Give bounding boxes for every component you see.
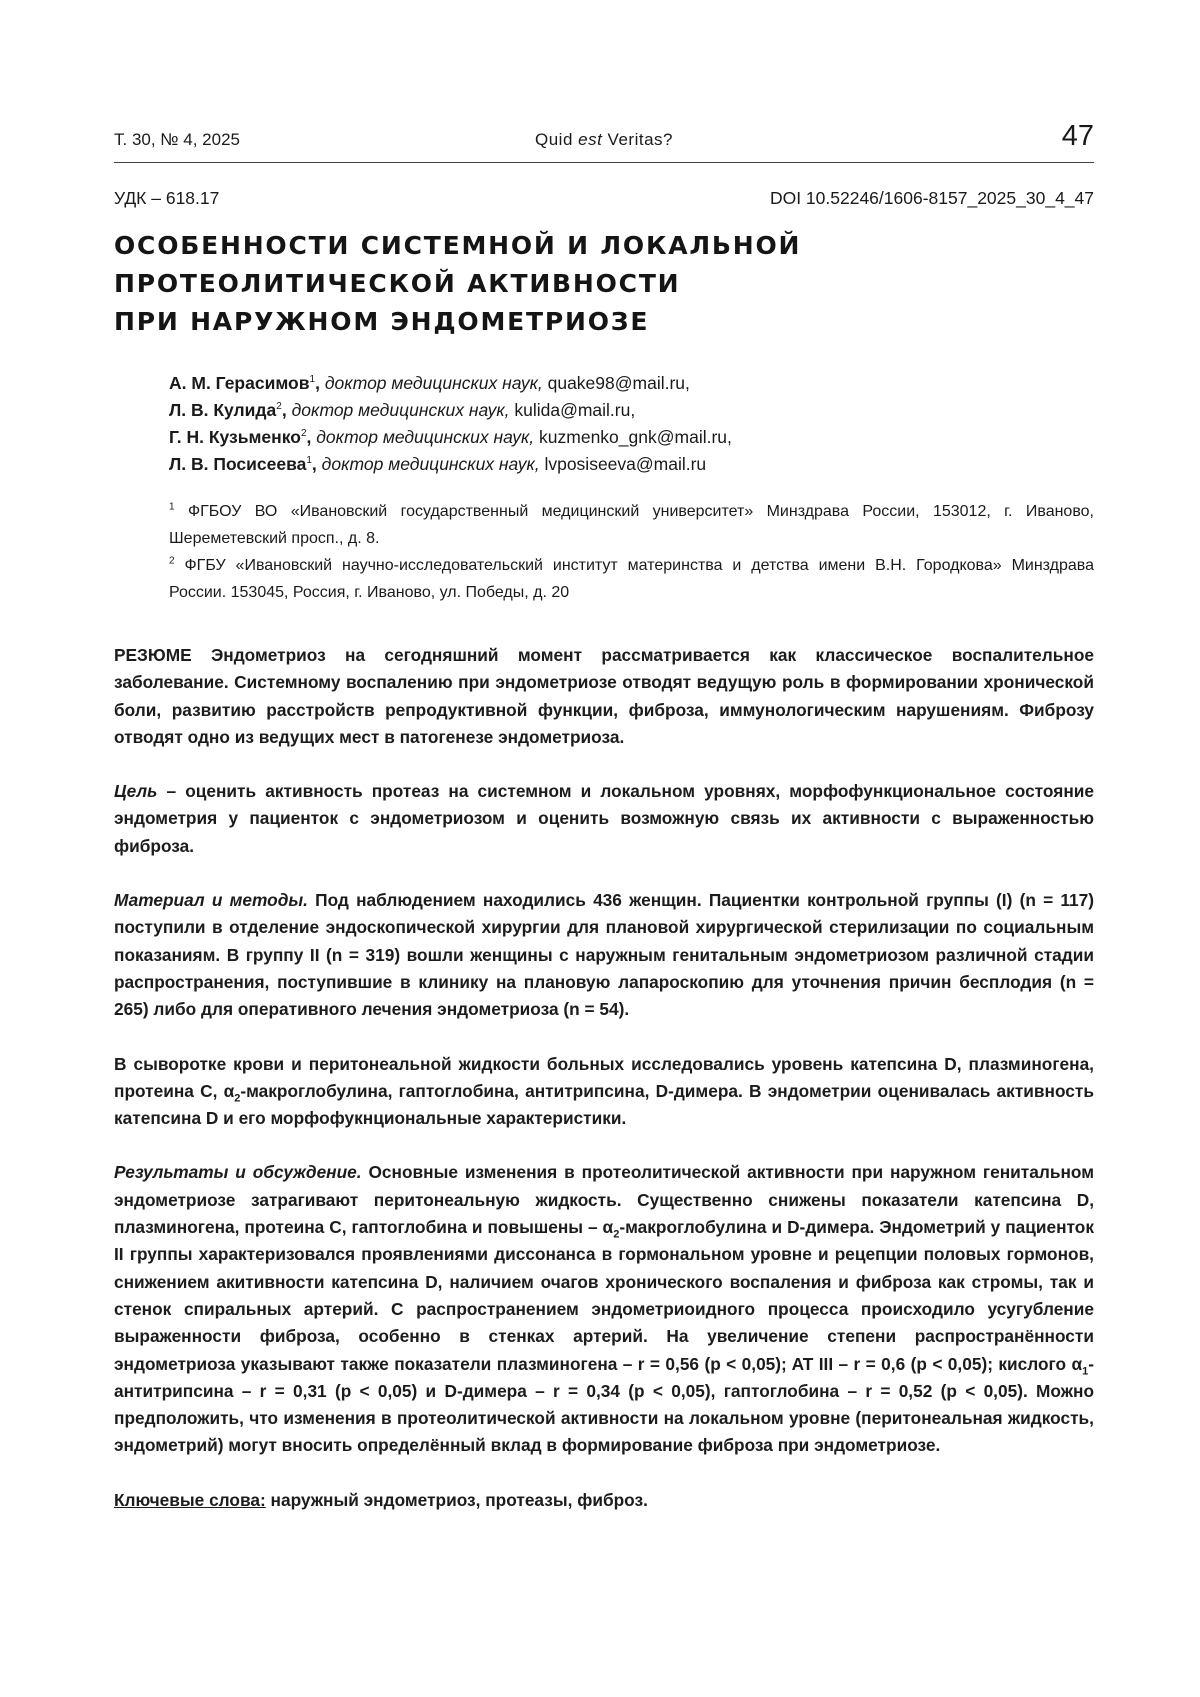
author-degree: доктор медицинских наук,	[316, 427, 535, 447]
header-divider	[114, 162, 1094, 163]
author-entry: Г. Н. Кузьменко$^2$, доктор медицинских наук, kuzmenko_gnk@mail.ru,	[169, 427, 732, 447]
author-degree: доктор медицинских наук,	[324, 373, 543, 393]
affiliation-number: 1	[169, 501, 175, 513]
affiliation-number: 2	[169, 555, 175, 567]
page-number: 47	[1061, 120, 1094, 152]
abstract-methods	[114, 887, 1094, 1023]
author-name: Л. В. Кулида	[169, 400, 277, 420]
summary-text: Эндометриоз на сегодняшний момент рассматривается как классическое воспалительное заболевание. Системному воспалению при эндометриозе отводят ведущую роль в формировании хронической боли, развитию расстройств репродуктивной функции, фиброза, иммунологическим нарушениям. Фиброзу отводят одно из ведущих мест в патогенезе эндометриоза.	[114, 645, 1094, 747]
methods-label: Материал и методы.	[114, 890, 308, 911]
udk-code: УДК – 618.17	[114, 188, 220, 208]
abstract	[114, 642, 1094, 1541]
author-email[interactable]: kuzmenko_gnk@mail.ru,	[539, 427, 732, 447]
abstract-results: Результаты и обсуждение. Основные изменения в протеолитической активности при наружном генитальном эндометриозе затрагивают перитонеальную жидкость. Существенно снижены показатели катепсина D, плазминогена, протеина С, гаптоглобина и повышены – $\alpha_2$-макроглобулина и D-димера. Эндометрий у пациенток II группы характеризовался проявлениями диссонанса в гормональном уровне и рецепции половых гормонов, снижением акитивности катепсина D, наличием очагов хронического воспаления и фиброза как стромы, так и стенок спиральных артерий. С распространением эндометриоидного процесса происходило усугубление выраженности фиброза, особенно в стенках артерий. На увеличение степени распространённости эндометриоза указывают также показатели плазминогена – r = 0,56 (p < 0,05); AT III – r = 0,6 (p < 0,05); кислого $\alpha_1$-антитрипсина – r = 0,31 (p < 0,05) и D-димера – r = 0,34 (p < 0,05), гаптоглобина – r = 0,52 (p < 0,05). Можно предположить, что изменения в протеолитической активности на локальном уровне (перитонеальная жидкость, эндометрий) могут вносить определённый вклад в формирование фиброза при эндометриозе.	[114, 1162, 1094, 1456]
methods-text: Под наблюдением находились 436 женщин. Пациентки контрольной группы (I) (n = 117) поступили в отделение эндоскопической хирургии для плановой хирургической стерилизации по социальным показаниям. В группу II (n = 319) вошли женщины с наружным генитальным эндометриозом различной стадии распространения, поступившие в клинику на плановую лапароскопию для уточнения причин бесплодия (n = 265) либо для оперативного лечения эндометриоза (n = 54).	[114, 890, 1095, 1020]
affiliation	[169, 552, 1094, 606]
author-list	[169, 370, 1089, 478]
author-name: Г. Н. Кузьменко	[169, 427, 301, 447]
author-email[interactable]: quake98@mail.ru,	[547, 373, 690, 393]
affiliation-marker: 2	[276, 401, 282, 413]
author-entry: Л. В. Посисеева$^1$, доктор медицинских наук, lvposiseeva@mail.ru	[169, 454, 707, 474]
affiliation-marker: 1	[306, 455, 312, 467]
results-label: Результаты и обсуждение.	[114, 1162, 362, 1183]
affiliation-list	[169, 498, 1094, 606]
author-entry: Л. В. Кулида$^2$, доктор медицинских наук, kulida@mail.ru,	[169, 400, 636, 420]
affiliation	[169, 498, 1094, 552]
author-name: Л. В. Посисеева	[169, 454, 307, 474]
keywords-text: наружный эндометриоз, протеазы, фиброз.	[265, 1489, 648, 1510]
affiliation-text: ФГБУ «Ивановский научно-исследовательский институт материнства и детства имени В.Н. Городкова» Минздрава России. 153045, Россия, г. Иваново, ул. Победы, д. 20	[169, 557, 1095, 601]
aim-text: – оценить активность протеаз на системном и локальном уровнях, морфофункциональное состояние эндометрия у пациенток с эндометриозом и оценить возможную связь их активности с выраженностью фиброза.	[114, 781, 1094, 856]
keywords-label: Ключевые слова:	[114, 1489, 266, 1510]
affiliation-marker: 2	[300, 428, 307, 440]
journal-volume: Т. 30, № 4, 2025	[114, 130, 240, 149]
title-line: ПРОТЕОЛИТИЧЕСКОЙ АКТИВНОСТИ	[114, 269, 681, 298]
author-degree: доктор медицинских наук,	[291, 400, 510, 420]
running-head	[114, 120, 1094, 162]
aim-label: Цель	[114, 781, 158, 802]
summary-label: РЕЗЮМЕ	[114, 645, 192, 665]
author-name: А. М. Герасимов	[169, 373, 310, 393]
affiliation-marker: 1	[309, 374, 316, 386]
title-line: ПРИ НАРУЖНОМ ЭНДОМЕТРИОЗЕ	[114, 307, 650, 336]
title-line: ОСОБЕННОСТИ СИСТЕМНОЙ И ЛОКАЛЬНОЙ	[114, 231, 802, 260]
abstract-aim	[114, 778, 1094, 860]
author-email[interactable]: kulida@mail.ru,	[514, 400, 636, 420]
keywords	[114, 1487, 1094, 1514]
author-email[interactable]: lvposiseeva@mail.ru	[544, 454, 707, 474]
abstract-analytes: В сыворотке крови и перитонеальной жидкости больных исследовались уровень катепсина D, плазминогена, протеина С, $\alpha_2$-макроглобулина, гаптоглобина, антитрипсина, D-димера. В эндометрии оценивалась активность катепсина D и его морфофукнциональные характеристики.	[114, 1053, 1094, 1129]
affiliation-text: ФГБОУ ВО «Ивановский государственный медицинский университет» Минздрава России, 153012, г. Иваново, Шереметевский просп., д. 8.	[169, 503, 1094, 547]
doi[interactable]: DOI 10.52246/1606-8157_2025_30_4_47	[769, 188, 1094, 208]
author-degree: доктор медицинских наук,	[321, 454, 540, 474]
author-entry: А. М. Герасимов$^1$, доктор медицинских наук, quake98@mail.ru,	[169, 373, 690, 393]
journal-name: Quid est Veritas?	[535, 130, 673, 149]
article-title	[114, 227, 1094, 341]
abstract-summary	[114, 642, 1094, 751]
